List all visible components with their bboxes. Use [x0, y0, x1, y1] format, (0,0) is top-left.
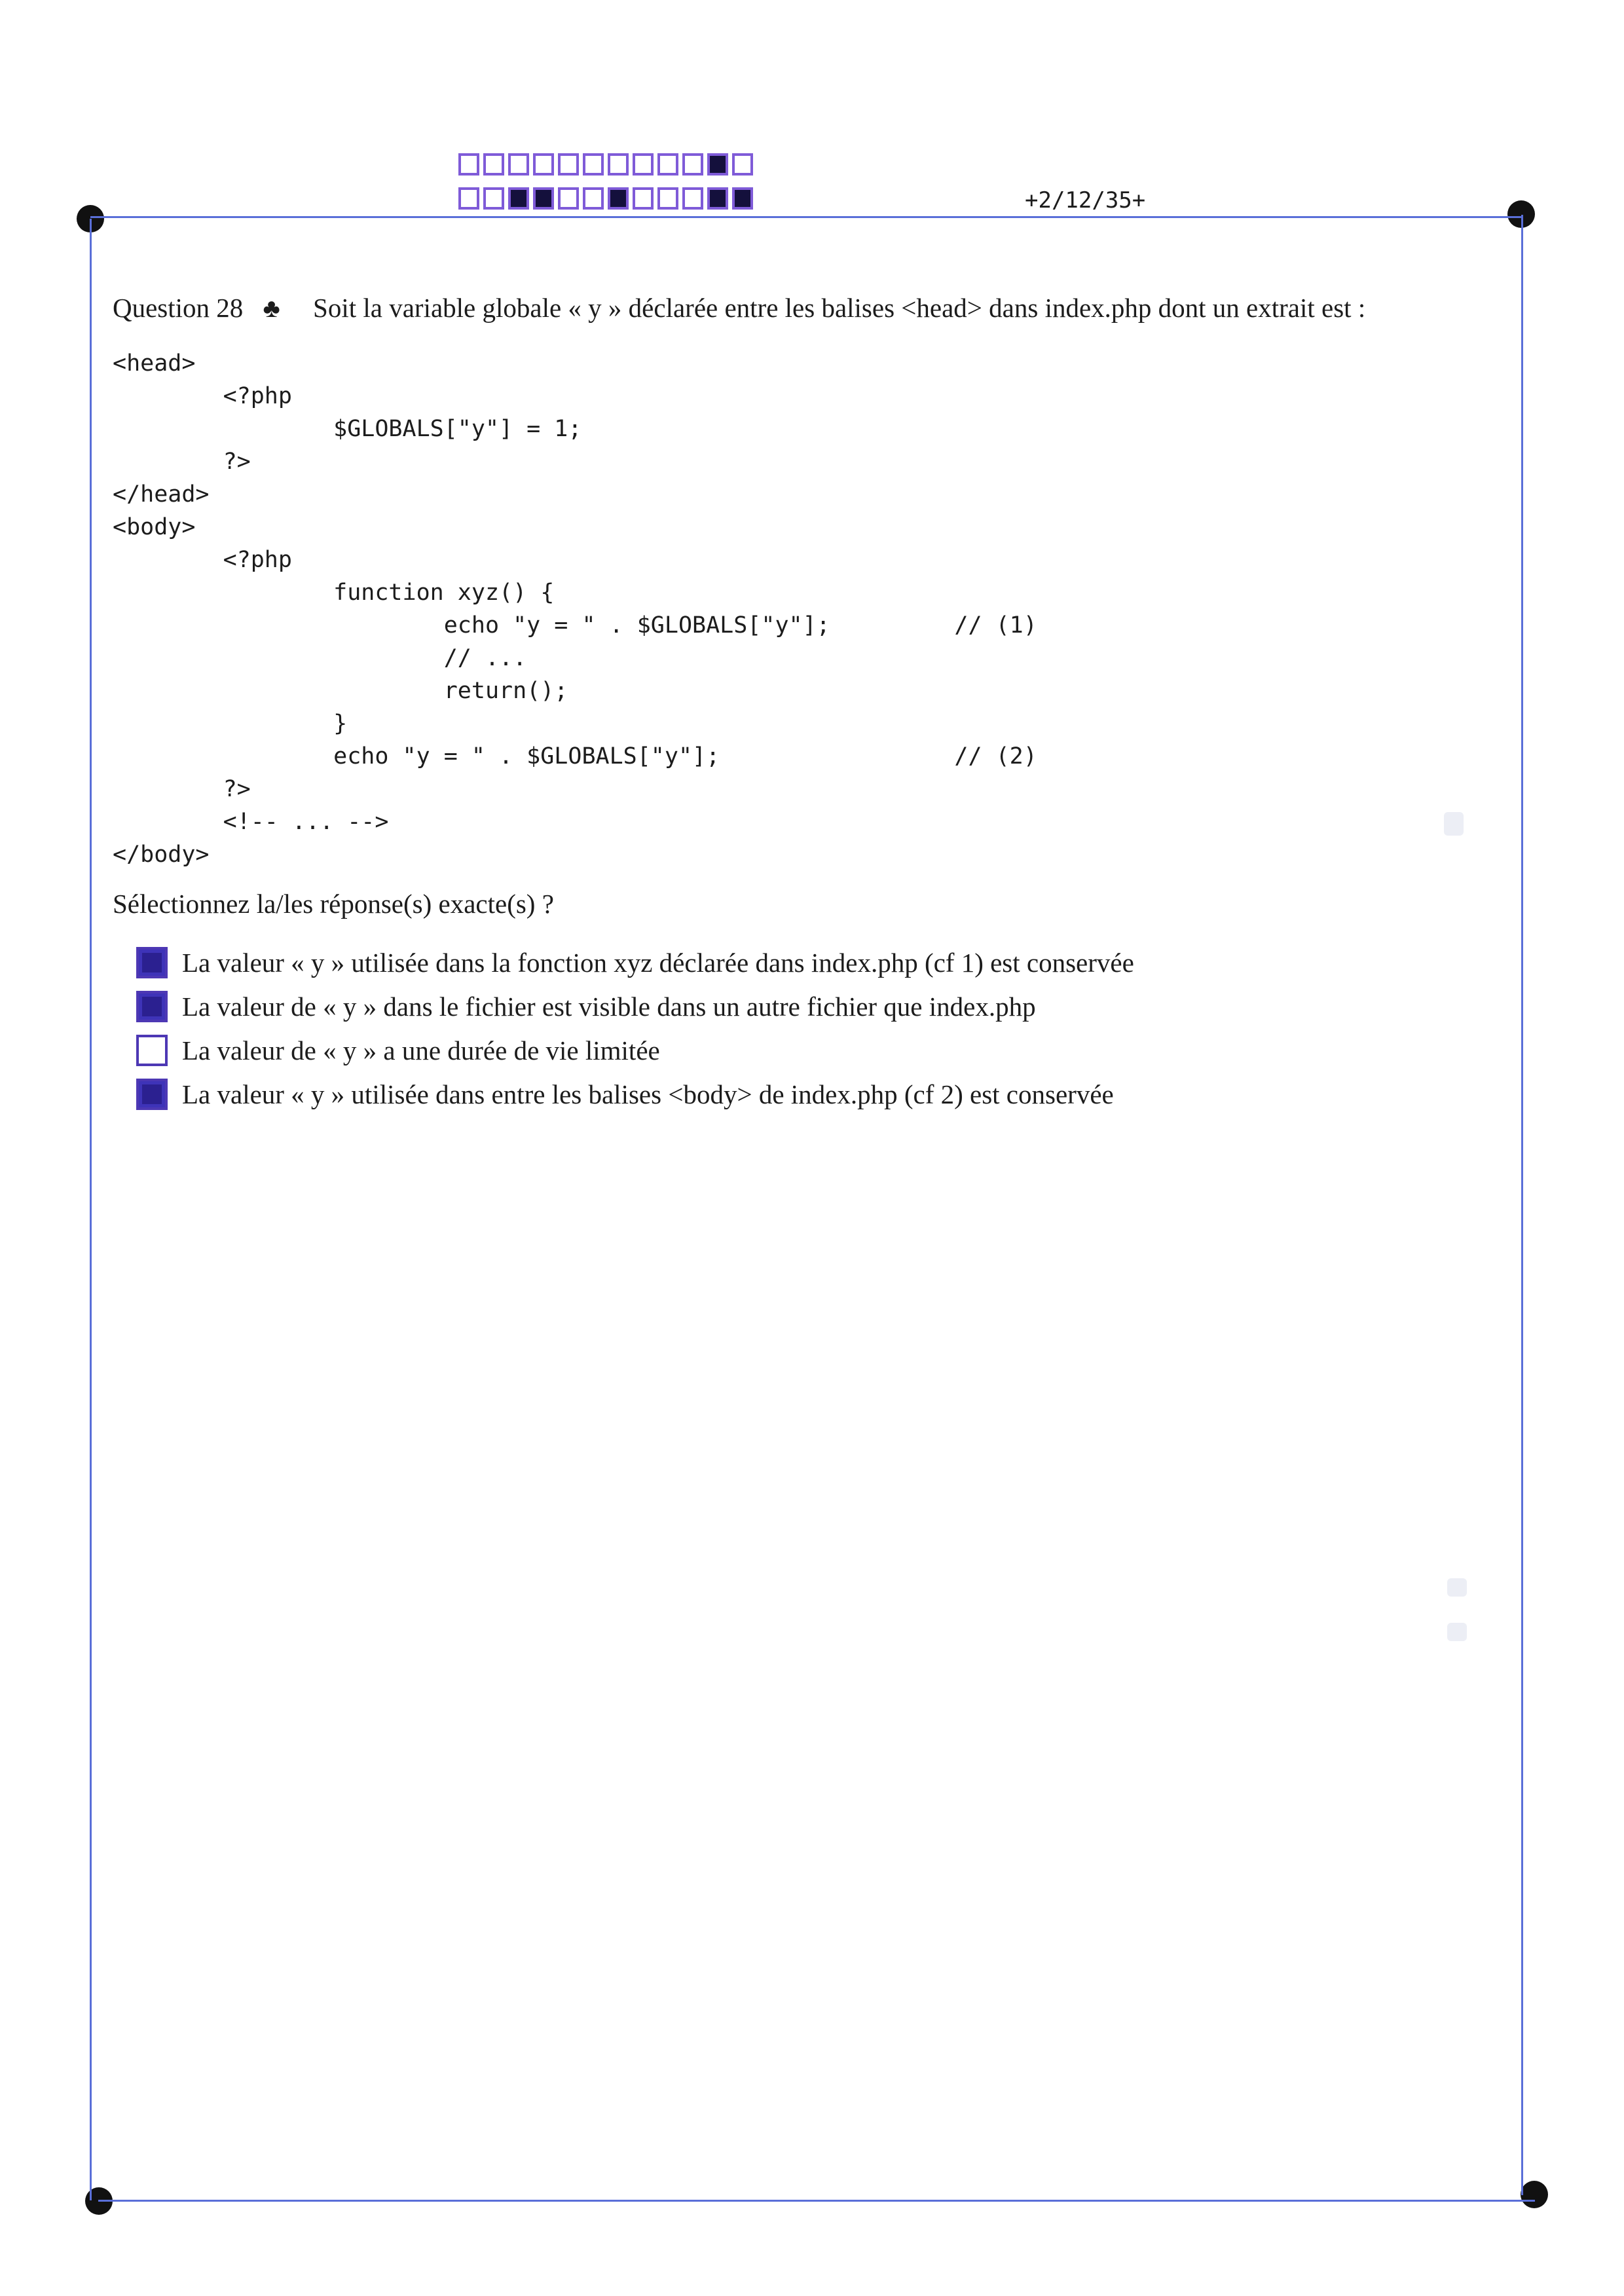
code-line: $GLOBALS["y"] = 1;: [113, 416, 582, 442]
code-line: <body>: [113, 514, 196, 540]
id-code-box: [583, 187, 604, 210]
checked-checkbox[interactable]: [136, 991, 168, 1022]
frame-top: [90, 216, 1522, 218]
id-code-box: [558, 187, 579, 210]
checked-checkbox[interactable]: [136, 1079, 168, 1110]
id-code-box: [533, 187, 554, 210]
question-text: Soit la variable globale « y » déclarée entre les balises <head> dans index.php dont un extrait est :: [313, 293, 1366, 323]
id-code-box: [533, 153, 554, 176]
frame-bottom: [98, 2200, 1535, 2202]
id-code-row-1: [458, 153, 753, 176]
answer-text: La valeur « y » utilisée dans la fonction xyz déclarée dans index.php (cf 1) est conservée: [182, 947, 1134, 978]
code-line: // ...: [113, 645, 527, 671]
id-code-box: [732, 153, 753, 176]
id-code-box: [633, 187, 654, 210]
id-code-box: [458, 153, 479, 176]
code-line: <?php: [113, 383, 292, 409]
id-code-box: [608, 187, 629, 210]
id-code-box: [508, 153, 529, 176]
id-code-box: [483, 153, 504, 176]
code-block: [113, 347, 1037, 871]
id-code-box: [682, 187, 703, 210]
id-code-box: [707, 153, 728, 176]
id-code-box: [633, 153, 654, 176]
id-code-box: [682, 153, 703, 176]
id-code-row-2: [458, 187, 753, 210]
id-code-box: [608, 153, 629, 176]
answer-option[interactable]: [136, 940, 1134, 984]
answer-option[interactable]: [136, 1028, 1134, 1072]
id-code-box: [657, 187, 678, 210]
answer-option[interactable]: [136, 984, 1134, 1028]
id-code-box: [508, 187, 529, 210]
answer-list: [136, 940, 1134, 1116]
code-line: return();: [113, 678, 568, 704]
code-line: </body>: [113, 842, 210, 868]
code-line: <?php: [113, 547, 292, 573]
question-label: Question 28: [113, 293, 244, 323]
id-code-box: [483, 187, 504, 210]
id-code-box: [707, 187, 728, 210]
id-code-box: [458, 187, 479, 210]
frame-left: [90, 219, 92, 2200]
code-line: <!-- ... -->: [113, 809, 389, 835]
id-code-box: [657, 153, 678, 176]
code-line: echo "y = " . $GLOBALS["y"]; // (2): [113, 743, 1037, 769]
checked-checkbox[interactable]: [136, 947, 168, 978]
answer-option[interactable]: [136, 1072, 1134, 1116]
scan-smudge: [1447, 1623, 1467, 1641]
code-line: <head>: [113, 350, 196, 377]
answer-text: La valeur de « y » dans le fichier est visible dans un autre fichier que index.php: [182, 991, 1036, 1022]
page-id-code: +2/12/35+: [1025, 187, 1146, 213]
answer-text: La valeur de « y » a une durée de vie limitée: [182, 1035, 660, 1065]
empty-checkbox[interactable]: [136, 1035, 168, 1066]
corner-marker-bottom-right: [1521, 2181, 1548, 2208]
frame-right: [1521, 215, 1523, 2195]
club-icon: ♣: [263, 293, 280, 323]
code-line: ?>: [113, 449, 251, 475]
answer-text: La valeur « y » utilisée dans entre les balises <body> de index.php (cf 2) est conservée: [182, 1079, 1114, 1109]
question-line: [113, 292, 1365, 324]
scan-smudge: [1447, 1578, 1467, 1597]
code-line: }: [113, 711, 348, 737]
answer-prompt: Sélectionnez la/les réponse(s) exacte(s) ?: [113, 889, 554, 919]
code-line: ?>: [113, 776, 251, 802]
code-line: </head>: [113, 481, 210, 508]
code-line: function xyz() {: [113, 580, 555, 606]
scan-smudge: [1444, 812, 1464, 836]
code-line: echo "y = " . $GLOBALS["y"]; // (1): [113, 612, 1037, 639]
id-code-box: [732, 187, 753, 210]
id-code-box: [558, 153, 579, 176]
id-code-box: [583, 153, 604, 176]
